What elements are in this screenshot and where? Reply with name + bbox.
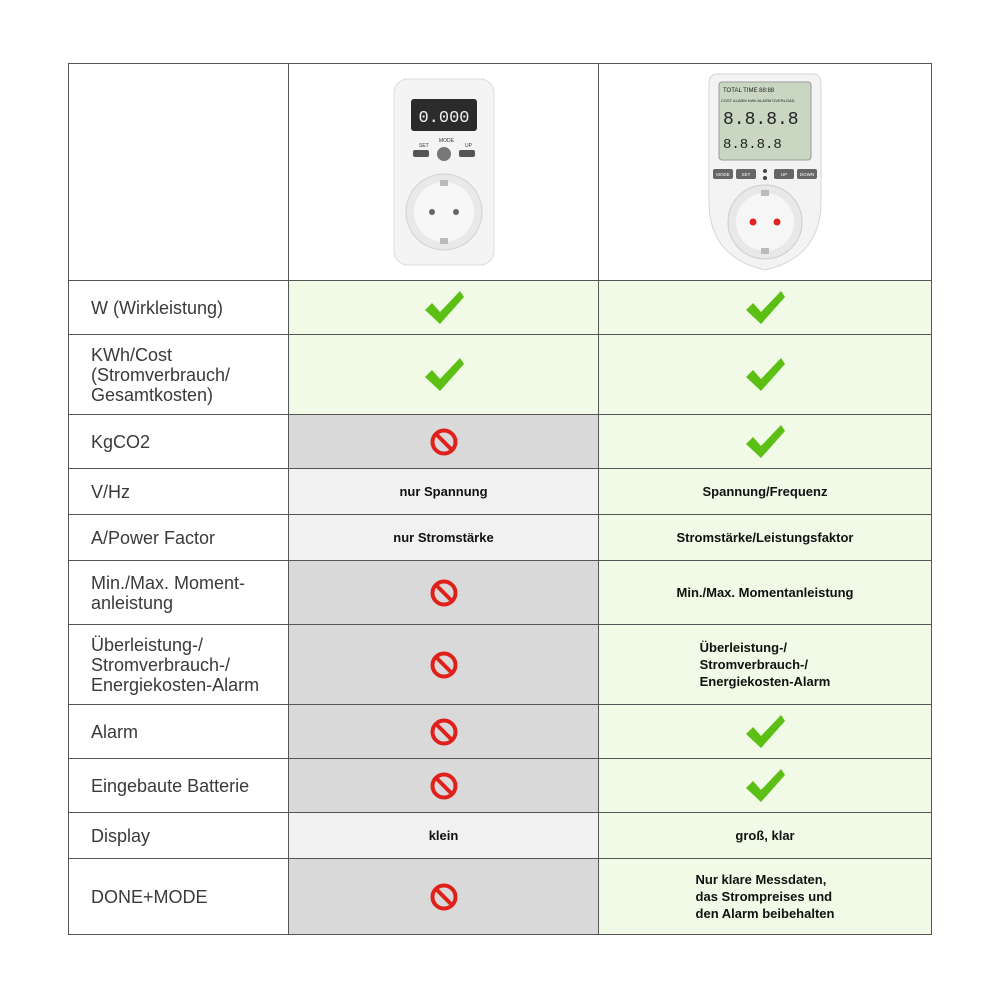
large-down-label: DOWN	[799, 172, 815, 177]
feature-label: Display	[69, 813, 289, 859]
value-text: groß, klar	[735, 827, 795, 843]
large-meter-value	[599, 335, 932, 415]
not-available-icon	[429, 650, 459, 680]
value-text: nur Spannung	[399, 483, 488, 499]
feature-row	[69, 469, 932, 515]
small-meter-value	[289, 335, 599, 415]
check-icon	[422, 355, 466, 395]
feature-row	[69, 515, 932, 561]
large-display-row2: 8.8.8.8	[723, 137, 782, 153]
value-text: klein	[428, 827, 459, 843]
feature-label: Alarm	[69, 705, 289, 759]
check-icon	[743, 766, 787, 806]
small-meter-value	[289, 625, 599, 705]
feature-label: A/Power Factor	[69, 515, 289, 561]
value-text: Stromstärke/Leistungsfaktor	[676, 529, 854, 545]
large-meter-photo	[705, 72, 825, 272]
not-available-icon	[429, 578, 459, 608]
small-set-label: SET	[418, 143, 429, 149]
product-image-large	[599, 64, 932, 281]
feature-label: V/Hz	[69, 469, 289, 515]
feature-row	[69, 759, 932, 813]
large-display-row1: 8.8.8.8	[723, 110, 799, 130]
small-meter-value	[289, 705, 599, 759]
header-empty-cell	[69, 64, 289, 281]
feature-row	[69, 335, 932, 415]
small-meter-value	[289, 813, 599, 859]
feature-row	[69, 813, 932, 859]
large-meter-value	[599, 469, 932, 515]
product-image-small	[289, 64, 599, 281]
check-icon	[743, 422, 787, 462]
small-meter-value	[289, 415, 599, 469]
large-set-label: SET	[741, 172, 751, 177]
feature-label: DONE+MODE	[69, 859, 289, 935]
comparison-table	[68, 63, 932, 935]
value-text: Min./Max. Momentanleistung	[676, 584, 854, 600]
large-meter-value	[599, 759, 932, 813]
feature-label: Überleistung-/ Stromverbrauch-/ Energiekosten-Alarm	[69, 625, 289, 705]
large-meter-value	[599, 281, 932, 335]
large-meter-value	[599, 515, 932, 561]
small-meter-value	[289, 515, 599, 561]
value-text: Nur klare Messdaten, das Strompreises und den Alarm beibehalten	[695, 871, 835, 921]
check-icon	[743, 712, 787, 752]
small-display-text: 0.000	[417, 109, 470, 128]
feature-row	[69, 705, 932, 759]
small-meter-photo	[389, 77, 499, 267]
large-up-label: UP	[780, 172, 788, 177]
feature-row	[69, 415, 932, 469]
large-meter-value	[599, 813, 932, 859]
not-available-icon	[429, 882, 459, 912]
feature-label: Eingebaute Batterie	[69, 759, 289, 813]
value-text: Spannung/Frequenz	[702, 483, 828, 499]
not-available-icon	[429, 427, 459, 457]
value-text: Überleistung-/ Stromverbrauch-/ Energiekosten-Alarm	[699, 639, 831, 689]
small-mode-label: MODE	[438, 138, 454, 144]
check-icon	[743, 288, 787, 328]
header-row	[69, 64, 932, 281]
large-meter-value	[599, 561, 932, 625]
not-available-icon	[429, 771, 459, 801]
small-meter-value	[289, 859, 599, 935]
feature-label: KWh/Cost (Stromverbrauch/ Gesamtkosten)	[69, 335, 289, 415]
feature-label: KgCO2	[69, 415, 289, 469]
check-icon	[743, 355, 787, 395]
large-alarm-labels: COST ALARM KWh ALARM OVERLOAD	[721, 98, 795, 103]
small-up-label: UP	[464, 143, 472, 149]
check-icon	[422, 288, 466, 328]
feature-label: Min./Max. Moment- anleistung	[69, 561, 289, 625]
large-meter-value	[599, 859, 932, 935]
large-meter-value	[599, 625, 932, 705]
small-meter-value	[289, 281, 599, 335]
not-available-icon	[429, 717, 459, 747]
small-meter-value	[289, 759, 599, 813]
large-time-label: TOTAL TIME 88:88	[723, 88, 775, 94]
large-meter-value	[599, 705, 932, 759]
small-meter-value	[289, 561, 599, 625]
feature-row	[69, 561, 932, 625]
feature-row	[69, 625, 932, 705]
value-text: nur Stromstärke	[393, 529, 494, 545]
large-mode-label: MODE	[716, 172, 730, 177]
large-meter-value	[599, 415, 932, 469]
feature-row	[69, 859, 932, 935]
feature-label: W (Wirkleistung)	[69, 281, 289, 335]
small-meter-value	[289, 469, 599, 515]
feature-row	[69, 281, 932, 335]
